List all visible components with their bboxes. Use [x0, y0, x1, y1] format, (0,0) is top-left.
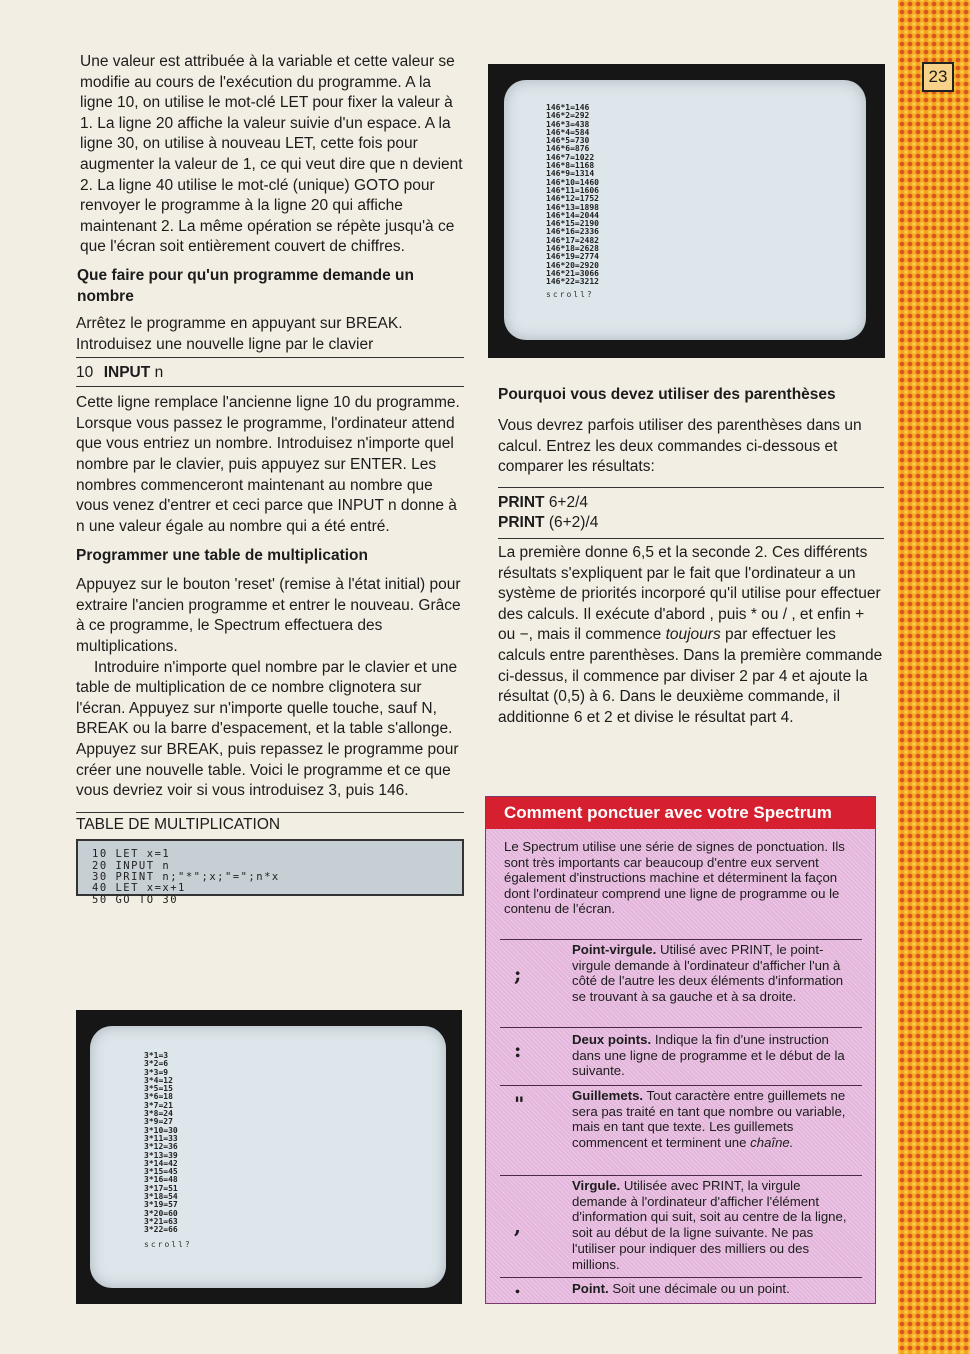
entry-point: . Point. Soit une décimale ou un point. [500, 1277, 862, 1300]
divider [76, 386, 464, 387]
scroll-prompt: scroll? [546, 290, 594, 299]
table-title: TABLE DE MULTIPLICATION [76, 815, 281, 833]
punctuation-intro: Le Spectrum utilise une série de signes de ponctuation. Ils sont très importants car beaucoup d'entre eux servent également d'instructions machine et déterminent la façon dont l'ordinateur comprend une ligne de programme ou le contenu de l'écran. [504, 839, 845, 917]
heading-parentheses: Pourquoi vous devez utiliser des parenthèses [498, 386, 836, 403]
entry-colon: : Deux points. Indique la fin d'une instruction dans une ligne de programme et le début de la suivante. [500, 1027, 862, 1082]
right-column [498, 384, 884, 728]
punctuation-box [485, 796, 876, 1304]
screen-output: 3*1=3 3*2=6 3*3=9 3*4=12 3*5=15 3*6=18 3*7=21 3*8=24 3*9=27 3*10=30 3*11=33 3*12=36 3*13=39 3*14=42 3*15=45 3*16=48 3*17=51 3*18=54 3*19=57 3*20=60 3*21=63 3*22=66 [144, 1051, 178, 1235]
para-priorities: La première donne 6,5 et la seconde 2. Ces différents résultats s'expliquent par le fait que l'ordinateur a un système de priorités incorporé qu'il utilise pour effectuer des calculs. Il exécute d'abord , puis * ou / , et enfin + ou −, mais il commence toujours par effectuer les calculs entre parenthèses. Dans la première commande ci-dessus, il commence par diviser 2 par 4 et ajoute la résultat (0,5) à 6. Dans le deuxième commande, il additionne 6 et 2 et divise le résultat part 4. [498, 543, 883, 726]
tv-screen-table-146 [488, 64, 885, 358]
page-number: 23 [922, 62, 954, 92]
entry-semicolon: ; Point-virgule. Utilisé avec PRINT, le point-virgule demande à l'ordinateur d'afficher l'un à côté de l'autre les deux éléments d'information se trouvant à sa gauche et à sa droite. [500, 939, 862, 1026]
para-reset: Appuyez sur le bouton 'reset' (remise à l'état initial) pour extraire l'ancien programme et entrer le nouveau. Grâce à ce programme, le Spectrum effectuera des multiplications. [76, 576, 461, 656]
intro-paragraph: Une valeur est attribuée à la variable et cette valeur se modifie au cours de l'exécution du programme. A la ligne 10, on utilise le mot-clé LET pour fixer la valeur à 1. La ligne 20 affiche la valeur suivie d'un espace. A la ligne 30, on utilise à nouveau LET, cette fois pour augmenter la valeur de 1, ce qui veut dire que n devient 2. La ligne 40 utilise le mot-clé (unique) GOTO pour renvoyer le programme à la ligne 20 qui affiche maintenant 2. La même opération se répète jusqu'à ce que l'écran soit entièrement couvert de chiffres. [80, 53, 463, 256]
tv-screen-table-3 [76, 1010, 462, 1304]
para-break: Arrêtez le programme en appuyant sur BREAK. Introduisez une nouvelle ligne par le clavier [76, 314, 403, 353]
heading-input-number: Que faire pour qu'un programme demande un nombre [77, 266, 414, 305]
colon-icon: : [514, 1038, 522, 1062]
screen-output: 146*1=146 146*2=292 146*3=438 146*4=584 146*5=730 146*6=876 146*7=1022 146*8=1168 146*9=1314 146*10=1460 146*11=1606 146*12=1752 146*13=1898 146*14=2044 146*15=2190 146*16=2336 146*17=2482 146*18=2628 146*19=2774 146*20=2920 146*21=3066 146*22=3212 [546, 103, 599, 287]
quotes-icon: " [514, 1092, 525, 1116]
scroll-prompt: scroll? [144, 1240, 192, 1249]
input-line: 10 INPUT n [76, 357, 464, 386]
para-input-explain: Cette ligne remplace l'ancienne ligne 10 du programme. Lorsque vous passez le programme, l'ordinateur attend que vous entriez un nombre. Introduisez n'importe quel nombre par le clavier, puis appuyez sur ENTER. Les nombres commenceront maintenant au nombre que vous venez d'entrer et ceci parce que INPUT n donne à n une valeur égale au nombre qui a été entré. [76, 394, 460, 535]
heading-multiplication: Programmer une table de multiplication [76, 547, 368, 565]
comma-icon: , [514, 1214, 521, 1238]
table-title-rule [76, 812, 464, 836]
punctuation-title: Comment ponctuer avec votre Spectrum [486, 797, 875, 829]
entry-comma: , Virgule. Utilisée avec PRINT, la virgule demande à l'ordinateur d'afficher l'élément d'information qui suit, soit au centre de la ligne, soit au début de la ligne suivante. Ne pas l'utiliser pour indiquer des milliers ou des millions. [500, 1175, 862, 1276]
print-commands: PRINT 6+2/4 PRINT (6+2)/4 [498, 487, 884, 538]
left-column [76, 52, 464, 906]
para-instructions: Introduire n'importe quel nombre par le clavier et une table de multiplication de ce nombre clignotera sur l'écran. Appuyez sur n'importe quelle touche, sauf N, BREAK ou la barre d'espacement, et la table s'allonge. Appuyez sur BREAK, puis repassez le programme pour créer une nouvelle table. Voici le programme et ce que vous devriez voir si vous introduisez 3, puis 146. [76, 658, 459, 800]
semicolon-icon: ; [514, 962, 522, 986]
orange-page-edge [898, 0, 970, 1354]
para-parentheses-intro: Vous devrez parfois utiliser des parenthèses dans un calcul. Entrez les deux commandes ci-dessous et comparer les résultats: [498, 417, 862, 476]
entry-quotes: " Guillemets. Tout caractère entre guillemets ne sera pas traité en tant que nombre ou variable, mais en tant que texte. Les guillemets commencent et terminent une chaîne. [500, 1085, 862, 1172]
point-icon: . [514, 1274, 521, 1298]
code-listing: 10 LET x=1 20 INPUT n 30 PRINT n;"*";x;"=";n*x 40 LET x=x+1 50 GO TO 30 [76, 839, 464, 896]
